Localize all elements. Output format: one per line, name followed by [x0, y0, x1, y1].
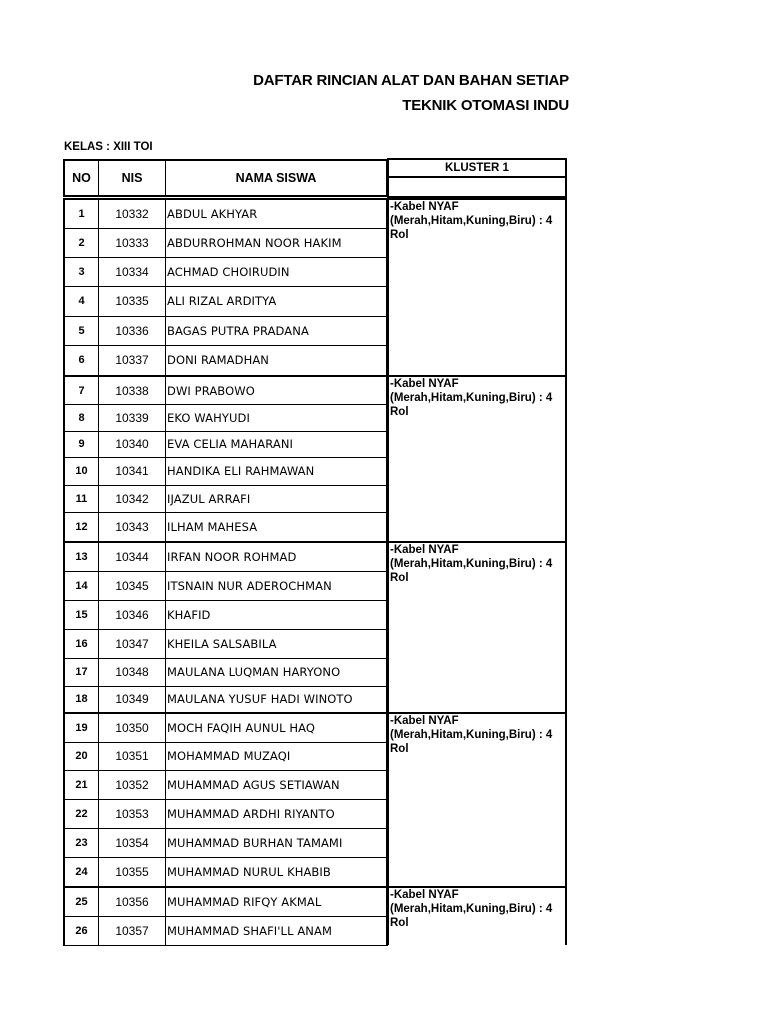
- row-number: 17: [65, 658, 99, 686]
- table-row: [63, 316, 388, 346]
- row-number: 1: [65, 200, 99, 228]
- document-subtitle: TEKNIK OTOMASI INDU: [402, 97, 569, 114]
- student-nis: 10340: [99, 431, 166, 457]
- student-nis: 10351: [99, 742, 166, 770]
- row-number: 8: [65, 404, 99, 431]
- student-nis: 10353: [99, 799, 166, 828]
- row-number: 12: [65, 512, 99, 541]
- table-row: [63, 198, 388, 229]
- row-number: 4: [65, 286, 99, 316]
- student-name: ITSNAIN NUR ADEROCHMAN: [167, 578, 332, 593]
- table-row: [63, 658, 388, 687]
- row-number: 13: [65, 543, 99, 571]
- row-number: 2: [65, 228, 99, 257]
- column-header-nis: NIS: [99, 161, 166, 195]
- row-number: 7: [65, 377, 99, 404]
- kluster-group-cell: [387, 198, 567, 377]
- student-name: MUHAMMAD AGUS SETIAWAN: [167, 777, 340, 792]
- table-row: [63, 431, 388, 458]
- kluster-material-note: -Kabel NYAF (Merah,Hitam,Kuning,Biru) : 4 Rol: [390, 378, 553, 418]
- student-name: KHAFID: [167, 607, 211, 622]
- row-number: 24: [65, 857, 99, 886]
- table-row: [63, 799, 388, 829]
- student-nis: 10337: [99, 345, 166, 375]
- table-row: [63, 457, 388, 486]
- row-number: 26: [65, 916, 99, 945]
- kluster-group-cell: [387, 886, 567, 945]
- student-nis: 10335: [99, 286, 166, 316]
- student-nis: 10355: [99, 857, 166, 886]
- kluster-material-note: -Kabel NYAF (Merah,Hitam,Kuning,Biru) : 4 Rol: [390, 715, 553, 755]
- table-row: [63, 712, 388, 743]
- row-number: 15: [65, 600, 99, 629]
- student-name: ALI RIZAL ARDITYA: [167, 294, 277, 308]
- row-number: 18: [65, 686, 99, 712]
- student-nis: 10338: [99, 377, 166, 404]
- student-name: MUHAMMAD ARDHI RIYANTO: [167, 806, 335, 821]
- table-row: [63, 541, 388, 572]
- student-nis: 10341: [99, 457, 166, 485]
- table-row: [63, 404, 388, 432]
- row-number: 25: [65, 888, 99, 916]
- student-name: MOCH FAQIH AUNUL HAQ: [167, 721, 316, 735]
- student-name: IJAZUL ARRAFI: [167, 491, 251, 506]
- row-number: 10: [65, 457, 99, 485]
- table-row: [63, 375, 388, 405]
- student-name: MUHAMMAD BURHAN TAMAMI: [167, 835, 343, 850]
- column-header-nama: NAMA SISWA: [235, 171, 317, 185]
- student-name: MUHAMMAD NURUL KHABIB: [167, 864, 331, 879]
- table-row: [63, 886, 388, 917]
- student-name: MUHAMMAD SHAFI'LL ANAM: [167, 923, 332, 938]
- student-nis: 10356: [99, 888, 166, 916]
- row-number: 22: [65, 799, 99, 828]
- table-row: [63, 257, 388, 287]
- row-number: 9: [65, 431, 99, 457]
- table-row: [63, 857, 388, 887]
- student-nis: 10342: [99, 485, 166, 512]
- student-name: KHEILA SALSABILA: [167, 636, 277, 651]
- student-name: EVA CELIA MAHARANI: [167, 437, 294, 451]
- student-nis: 10333: [99, 228, 166, 257]
- student-name: EKO WAHYUDI: [167, 410, 250, 425]
- class-label: KELAS : XIII TOI: [64, 141, 153, 153]
- row-number: 6: [65, 345, 99, 375]
- table-row: [63, 916, 388, 946]
- student-nis: 10354: [99, 828, 166, 857]
- student-name: ILHAM MAHESA: [167, 519, 258, 534]
- table-row: [63, 485, 388, 513]
- row-number: 11: [65, 485, 99, 512]
- row-number: 21: [65, 770, 99, 799]
- student-nis: 10346: [99, 600, 166, 629]
- row-number: 20: [65, 742, 99, 770]
- student-name: MOHAMMAD MUZAQI: [167, 749, 291, 763]
- table-row: [63, 686, 388, 713]
- table-row: [63, 770, 388, 800]
- row-number: 23: [65, 828, 99, 857]
- student-nis: 10347: [99, 629, 166, 658]
- table-row: [63, 742, 388, 771]
- table-row: [63, 286, 388, 317]
- student-nis: 10344: [99, 543, 166, 571]
- row-number: 3: [65, 257, 99, 286]
- column-header-kluster: KLUSTER 1: [387, 158, 567, 178]
- student-name: DWI PRABOWO: [167, 383, 255, 398]
- student-nis: 10348: [99, 658, 166, 686]
- student-name: ABDURROHMAN NOOR HAKIM: [167, 235, 342, 250]
- kluster-group-cell: [387, 541, 567, 714]
- student-name: MAULANA LUQMAN HARYONO: [167, 665, 341, 679]
- student-nis: 10345: [99, 571, 166, 600]
- student-nis: 10334: [99, 257, 166, 286]
- table-row: [63, 345, 388, 376]
- table-row: [63, 600, 388, 630]
- student-name: BAGAS PUTRA PRADANA: [167, 323, 309, 338]
- row-number: 16: [65, 629, 99, 658]
- document-title: DAFTAR RINCIAN ALAT DAN BAHAN SETIAP: [253, 72, 569, 89]
- student-nis: 10352: [99, 770, 166, 799]
- row-number: 5: [65, 316, 99, 345]
- kluster-material-note: -Kabel NYAF (Merah,Hitam,Kuning,Biru) : 4 Rol: [390, 201, 553, 241]
- student-name: DONI RAMADHAN: [167, 353, 270, 367]
- table-row: [63, 629, 388, 659]
- student-name: ABDUL AKHYAR: [167, 207, 258, 221]
- kluster-group-cell: [387, 712, 567, 888]
- kluster-group-cell: [387, 375, 567, 543]
- table-row: [63, 228, 388, 258]
- student-nis: 10339: [99, 404, 166, 431]
- column-header-no: NO: [65, 161, 99, 195]
- table-header: [63, 159, 388, 197]
- student-name: MAULANA YUSUF HADI WINOTO: [167, 692, 353, 706]
- kluster-material-note: -Kabel NYAF (Merah,Hitam,Kuning,Biru) : 4 Rol: [390, 544, 553, 584]
- student-name: HANDIKA ELI RAHMAWAN: [167, 464, 315, 478]
- row-number: 14: [65, 571, 99, 600]
- student-name: ACHMAD CHOIRUDIN: [167, 264, 290, 279]
- student-name: IRFAN NOOR ROHMAD: [167, 550, 297, 564]
- student-nis: 10357: [99, 916, 166, 945]
- kluster-material-note: -Kabel NYAF (Merah,Hitam,Kuning,Biru) : 4 Rol: [390, 889, 553, 929]
- student-nis: 10343: [99, 512, 166, 541]
- row-number: 19: [65, 714, 99, 742]
- student-nis: 10332: [99, 200, 166, 228]
- table-row: [63, 828, 388, 858]
- student-nis: 10336: [99, 316, 166, 345]
- kluster-header-spacer: [387, 176, 567, 198]
- student-nis: 10349: [99, 686, 166, 712]
- table-row: [63, 512, 388, 542]
- student-name: MUHAMMAD RIFQY AKMAL: [167, 895, 322, 909]
- table-row: [63, 571, 388, 601]
- student-nis: 10350: [99, 714, 166, 742]
